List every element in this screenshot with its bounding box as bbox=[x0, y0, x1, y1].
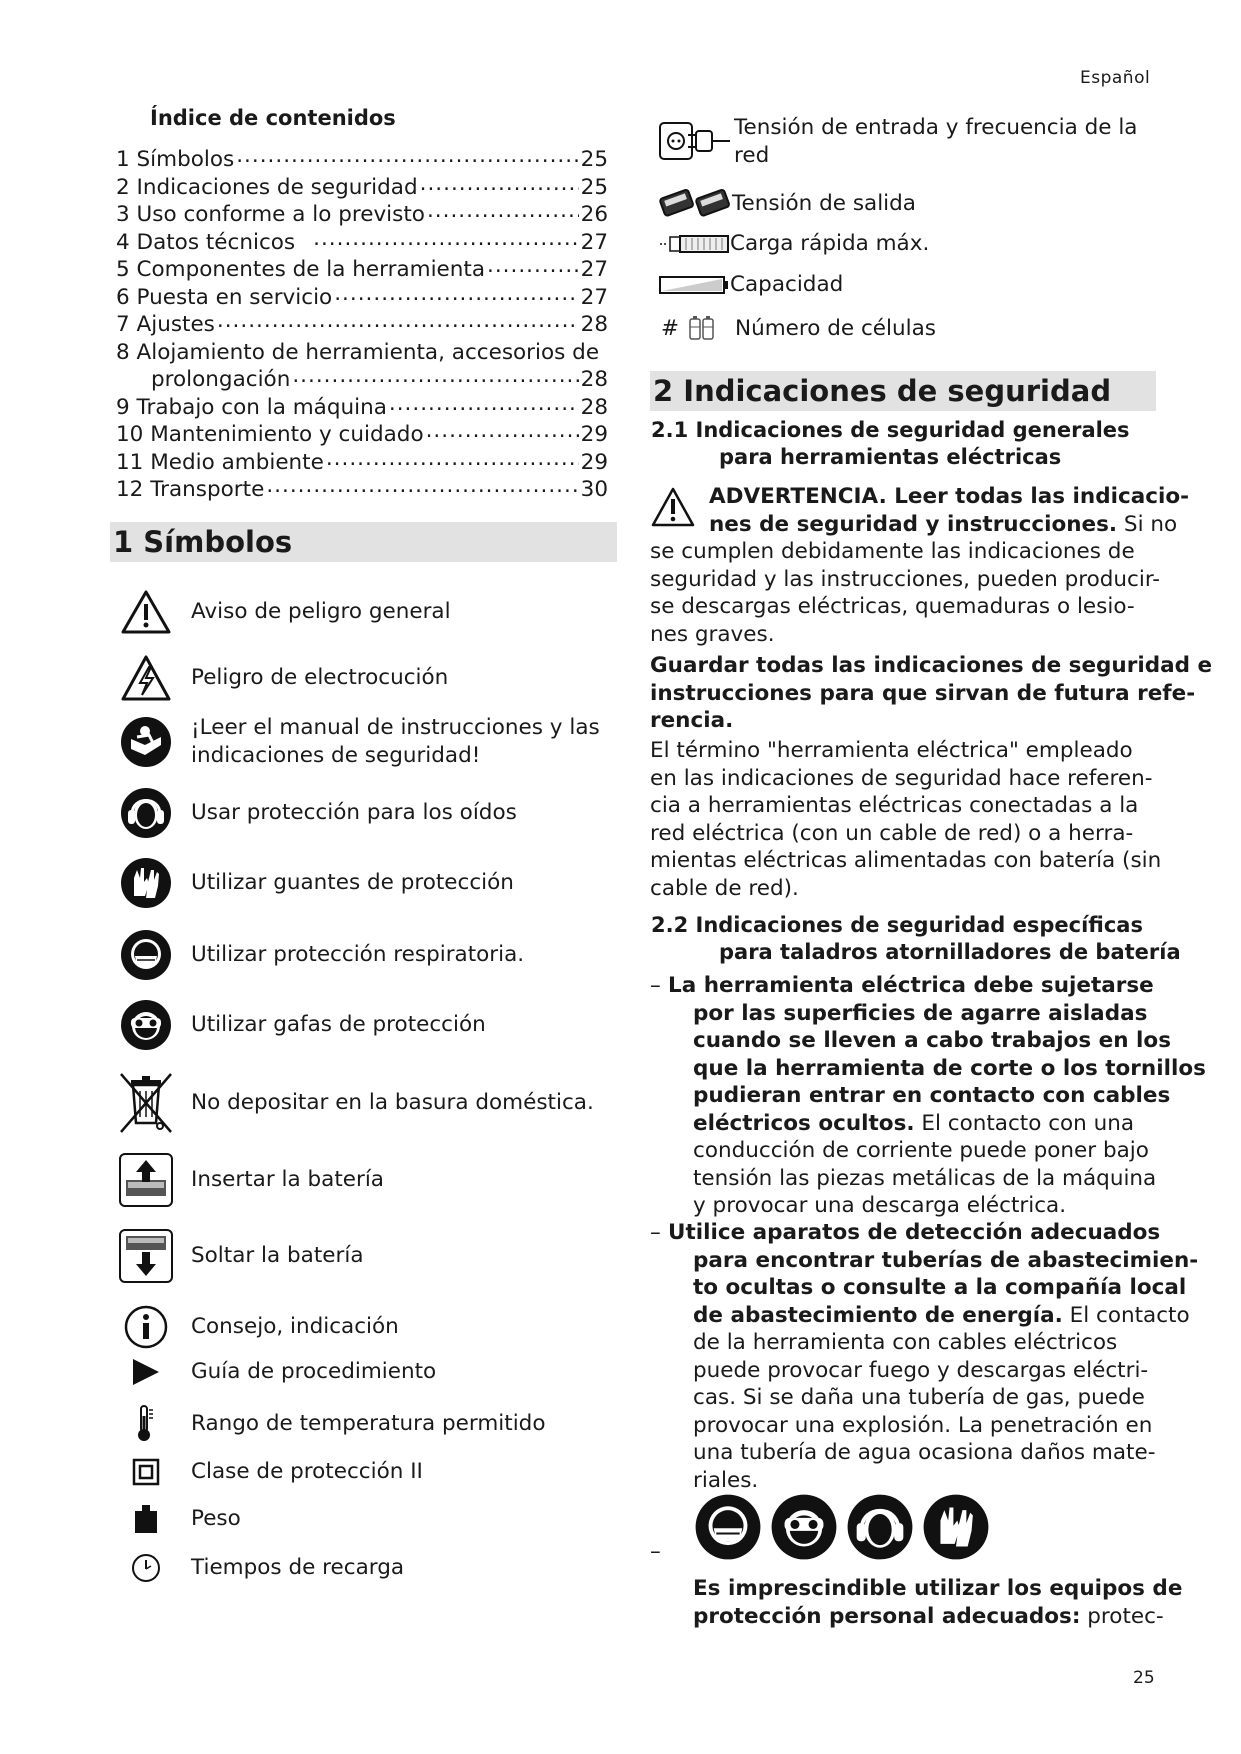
symbol-row: Utilizar gafas de protección bbox=[116, 995, 626, 1055]
symbol-row: Soltar la batería bbox=[116, 1226, 626, 1286]
ear-protection-icon bbox=[845, 1492, 915, 1562]
toc-entry[interactable]: prolongación ..... 28 bbox=[116, 366, 608, 394]
bullet-marker: – bbox=[650, 973, 661, 998]
thermometer-icon bbox=[116, 1402, 176, 1446]
warning-text: se cumplen debidamente las indicaciones de seguridad y las instrucciones, pueden producir- se descargas eléctricas, quemaduras o lesio- nes graves. bbox=[650, 539, 1161, 647]
ppe-text: Es imprescindible utilizar los equipos de protección personal adecuados: protec- bbox=[693, 1576, 1183, 1629]
symbol-row: Guía de procedimiento bbox=[116, 1352, 626, 1392]
symbol-row: # Número de células bbox=[658, 313, 936, 343]
warning-title: ADVERTENCIA. Leer todas las indicacio- nes de seguridad y instrucciones. Si no bbox=[709, 484, 1190, 537]
bullet-marker: – bbox=[650, 1539, 661, 1564]
bullet-detection-devices: Utilice aparatos de detección adecuados para encontrar tuberías de abastecimien- to ocultas o consulte a la compañía local de abastecimiento de energía. El contacto de la herramienta con cables eléctricos puede provocar fuego y descargas eléctri- cas. Si se daña una tubería de gas, puede provocar una explosión. La penetración en una tubería de agua ocasiona daños mate- riales. bbox=[668, 1220, 1199, 1493]
cell-count-icon bbox=[687, 313, 717, 343]
symbol-row: Usar protección para los oídos bbox=[116, 783, 626, 843]
insert-battery-icon bbox=[116, 1150, 176, 1210]
respiratory-protection-icon bbox=[693, 1492, 763, 1562]
ear-protection-icon bbox=[116, 783, 176, 843]
symbol-row: Tensión de entrada y frecuencia de la red bbox=[658, 114, 1137, 170]
output-voltage-icon bbox=[658, 184, 732, 222]
input-voltage-icon bbox=[658, 119, 732, 165]
symbol-row: Rango de temperatura permitido bbox=[116, 1402, 626, 1446]
section-heading-safety: 2 Indicaciones de seguridad bbox=[650, 371, 1156, 411]
symbol-row: Peligro de electrocución bbox=[116, 648, 626, 708]
clock-icon bbox=[116, 1548, 176, 1588]
symbol-row: No depositar en la basura doméstica. bbox=[116, 1070, 626, 1136]
symbol-row: Capacidad bbox=[658, 272, 843, 297]
toc-entry[interactable]: 6 Puesta en servicio ..... 27 bbox=[116, 284, 608, 312]
gloves-icon bbox=[921, 1492, 991, 1562]
subheading-2-1: 2.1 Indicaciones de seguridad generales para herramientas eléctricas bbox=[651, 418, 1130, 469]
symbol-row: Utilizar protección respiratoria. bbox=[116, 925, 626, 985]
term-definition-text: El término "herramienta eléctrica" empleado en las indicaciones de seguridad hace referen- cia a herramientas eléctricas conectadas a la red eléctrica (con un cable de red) o a herra- mientas eléctricas alimentadas con batería (sin cable de red). bbox=[650, 738, 1162, 901]
symbol-row: ¡Leer el manual de instrucciones y las indicaciones de seguridad! bbox=[116, 712, 626, 772]
safety-goggles-icon bbox=[769, 1492, 839, 1562]
safety-goggles-icon bbox=[116, 995, 176, 1055]
warning-icon bbox=[650, 486, 696, 532]
toc-entry[interactable]: 4 Datos técnicos ..... 27 bbox=[116, 229, 608, 257]
toc-entry[interactable]: 7 Ajustes ..... 28 bbox=[116, 311, 608, 339]
warning-triangle-icon bbox=[116, 582, 176, 642]
symbol-row: Insertar la batería bbox=[116, 1150, 626, 1210]
symbol-row: Tensión de salida bbox=[658, 184, 916, 222]
crossed-bin-icon bbox=[116, 1070, 176, 1136]
ppe-icons bbox=[693, 1492, 991, 1562]
section-heading-symbols: 1 Símbolos bbox=[110, 522, 617, 562]
toc-entry[interactable]: 5 Componentes de la herramienta ..... 27 bbox=[116, 256, 608, 284]
subheading-2-2: 2.2 Indicaciones de seguridad específicas para taladros atornilladores de batería bbox=[651, 913, 1181, 964]
weight-icon bbox=[116, 1500, 176, 1538]
capacity-icon bbox=[658, 273, 730, 297]
table-of-contents bbox=[116, 146, 608, 504]
toc-entry[interactable]: 12 Transporte ..... 30 bbox=[116, 476, 608, 504]
fast-charge-icon bbox=[658, 232, 730, 256]
symbol-row: Peso bbox=[116, 1500, 626, 1538]
symbol-row: Utilizar guantes de protección bbox=[116, 853, 626, 913]
play-arrow-icon bbox=[116, 1352, 176, 1392]
toc-entry[interactable]: 10 Mantenimiento y cuidado ..... 29 bbox=[116, 421, 608, 449]
toc-entry[interactable]: 1 Símbolos ..... 25 bbox=[116, 146, 608, 174]
symbol-row: Clase de protección II bbox=[116, 1454, 626, 1490]
release-battery-icon bbox=[116, 1226, 176, 1286]
symbol-row: Consejo, indicación bbox=[116, 1297, 626, 1357]
keep-instructions-text: Guardar todas las indicaciones de seguridad e instrucciones para que sirvan de futura refe- rencia. bbox=[650, 653, 1213, 733]
language-label: Español bbox=[1080, 68, 1151, 88]
bullet-marker: – bbox=[650, 1220, 661, 1245]
toc-title: Índice de contenidos bbox=[150, 106, 396, 130]
symbol-row: Tiempos de recarga bbox=[116, 1548, 626, 1588]
symbol-row: Aviso de peligro general bbox=[116, 582, 626, 642]
toc-entry[interactable]: 8 Alojamiento de herramienta, accesorios de bbox=[116, 339, 600, 365]
toc-entry[interactable]: 3 Uso conforme a lo previsto ..... 26 bbox=[116, 201, 608, 229]
protection-class-ii-icon bbox=[116, 1454, 176, 1490]
toc-entry[interactable]: 2 Indicaciones de seguridad ..... 25 bbox=[116, 174, 608, 202]
toc-entry[interactable]: 11 Medio ambiente ..... 29 bbox=[116, 449, 608, 477]
respiratory-protection-icon bbox=[116, 925, 176, 985]
gloves-icon bbox=[116, 853, 176, 913]
info-icon bbox=[116, 1297, 176, 1357]
page-number: 25 bbox=[1133, 1668, 1155, 1688]
symbol-row: Carga rápida máx. bbox=[658, 231, 929, 256]
electric-shock-icon bbox=[116, 648, 176, 708]
bullet-insulated-grip: La herramienta eléctrica debe sujetarse por las superficies de agarre aisladas cuando se lleven a cabo trabajos en los que la herramienta de corte o los tornillos pudieran entrar en contacto con cables eléctricos ocultos. El contacto con una conducción de corriente puede poner bajo tensión las piezas metálicas de la máquina y provocar una descarga eléctrica. bbox=[668, 973, 1206, 1218]
toc-entry[interactable]: 9 Trabajo con la máquina ..... 28 bbox=[116, 394, 608, 422]
read-manual-icon bbox=[116, 712, 176, 772]
